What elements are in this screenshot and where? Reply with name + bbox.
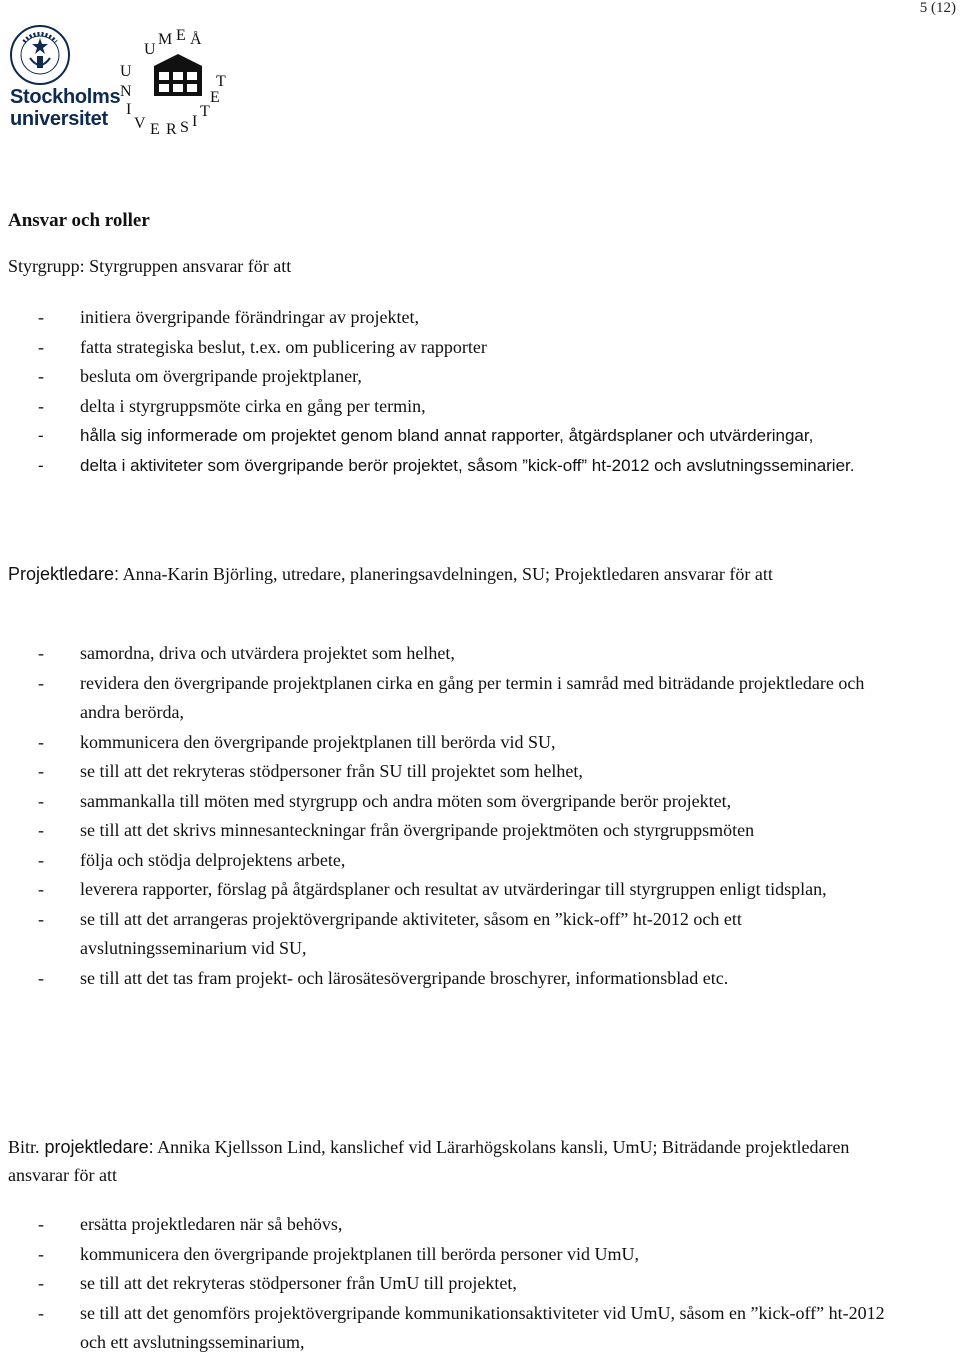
svg-text:E: E: [176, 27, 186, 44]
page-number: 5 (12): [919, 0, 956, 16]
styrgrupp-intro: Styrgrupp: Styrgruppen ansvarar för att: [8, 256, 292, 276]
bitr-text: Annika Kjellsson Lind, kanslichef vid Lärarhögskolans kansli, UmU; Biträdande projektledaren ansvarar för att: [8, 1137, 850, 1185]
list-item: - initiera övergripande förändringar av projektet,: [8, 303, 898, 333]
logos: [6, 24, 236, 136]
list-item: - fatta strategiska beslut, t.ex. om publicering av rapporter: [8, 333, 898, 363]
list-item: - kommunicera den övergripande projektplanen till berörda vid SU,: [8, 728, 898, 758]
list-item: - se till att det skrivs minnesanteckningar från övergripande projektmöten och styrgruppsmöten: [8, 816, 898, 846]
svg-text:I: I: [126, 101, 132, 118]
svg-text:N: N: [120, 83, 132, 100]
list-item: - se till att det rekryteras stödpersoner från SU till projektet som helhet,: [8, 757, 898, 787]
svg-text:M: M: [158, 31, 173, 48]
list-item: - se till att det tas fram projekt- och lärosätesövergripande broschyrer, informationsblad etc.: [8, 964, 898, 994]
list-item: - ersätta projektledaren när så behövs,: [8, 1210, 898, 1240]
list-item: - delta i aktiviteter som övergripande berör projektet, såsom ”kick-off” ht-2012 och avslutningsseminarier.: [8, 451, 898, 481]
svg-text:I: I: [192, 113, 198, 130]
su-logo-line2: universitet: [10, 108, 108, 130]
svg-text:T: T: [216, 73, 226, 90]
svg-text:Å: Å: [190, 31, 202, 48]
svg-text:S: S: [180, 119, 189, 136]
svg-text:E: E: [210, 89, 220, 106]
styrgrupp-list: [8, 303, 898, 480]
list-item: - kommunicera den övergripande projektplanen till berörda personer vid UmU,: [8, 1240, 898, 1270]
svg-text:R: R: [166, 121, 177, 136]
list-item: - sammankalla till möten med styrgrupp och andra möten som övergripande berör projektet,: [8, 787, 898, 817]
svg-text:U: U: [144, 41, 156, 58]
svg-text:U: U: [120, 63, 132, 80]
bitr-label: projektledare:: [39, 1137, 154, 1157]
list-item: - leverera rapporter, förslag på åtgärdsplaner och resultat av utvärderingar till styrgruppen enligt tidsplan,: [8, 875, 898, 905]
umu-logo-icon: [118, 24, 238, 136]
list-item: - samordna, driva och utvärdera projektet som helhet,: [8, 639, 898, 669]
list-item: - följa och stödja delprojektens arbete,: [8, 846, 898, 876]
list-item: - se till att det genomförs projektövergripande kommunikationsaktiviteter vid UmU, såsom en ”kick-off” ht-2012 och ett avslutningsseminarium,: [8, 1299, 898, 1358]
bitr-prefix: Bitr.: [8, 1137, 40, 1157]
su-seal-icon: [8, 24, 72, 86]
list-item: - delta i styrgruppsmöte cirka en gång per termin,: [8, 392, 898, 422]
projektledare-label: Projektledare:: [8, 564, 120, 584]
section-title: Ansvar och roller: [8, 210, 150, 231]
svg-text:T: T: [200, 103, 210, 120]
projektledare-intro: [8, 560, 888, 588]
list-item: - se till att det arrangeras projektövergripande aktiviteter, såsom en ”kick-off” ht-2012 och ett avslutningsseminarium vid SU,: [8, 905, 898, 964]
su-logo-line1: Stockholms: [10, 86, 121, 108]
list-item: - besluta om övergripande projektplaner,: [8, 362, 898, 392]
bitr-list: [8, 1210, 898, 1358]
projektledare-text: Anna-Karin Björling, utredare, planeringsavdelningen, SU; Projektledaren ansvarar för att: [119, 564, 773, 584]
list-item: - hålla sig informerade om projektet genom bland annat rapporter, åtgärdsplaner och utvärderingar,: [8, 421, 898, 451]
svg-text:V: V: [134, 115, 146, 132]
list-item: - revidera den övergripande projektplanen cirka en gång per termin i samråd med biträdande projektledare och andra berörda,: [8, 669, 898, 728]
list-item: - se till att det rekryteras stödpersoner från UmU till projektet,: [8, 1269, 898, 1299]
projektledare-list: [8, 639, 898, 993]
svg-text:E: E: [150, 121, 160, 136]
bitr-intro: [8, 1133, 888, 1189]
